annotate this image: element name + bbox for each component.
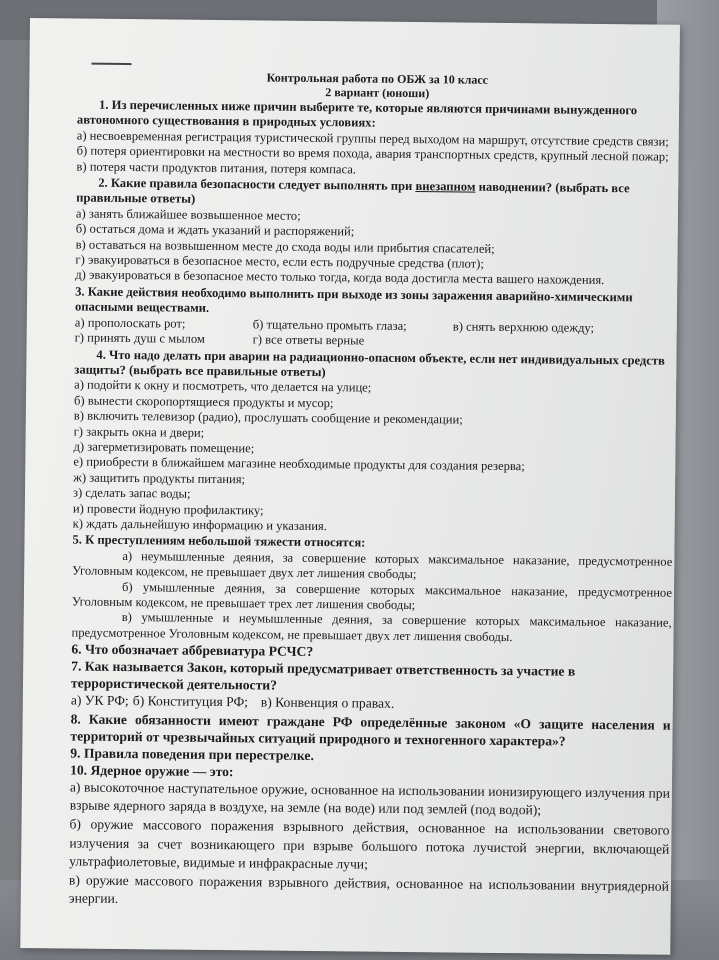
q5-option-a: а) неумышленные деяния, за совершение которых максимальное наказание, предусмотренное Уголовным кодексом, не превышает двух лет лишения свободы; <box>72 548 673 582</box>
q3-option-c: в) снять верхнюю одежду; <box>452 319 595 335</box>
question-2-underlined: внезапном <box>415 179 476 194</box>
question-4: 4. Что надо делать при аварии на радиационно-опасном объекте, если нет индивидуальных средств защиты? (выбрать все правильные ответы) <box>74 347 665 380</box>
q7-option-b: б) Конституция РФ; <box>132 693 249 710</box>
q3-option-e: г) все ответы верные <box>252 332 365 348</box>
q2-option-d: г) эвакуироваться в безопасное место, если есть подручные средства (плот); <box>75 252 484 271</box>
question-6: 6. Что обозначает аббревиатура РСЧС? <box>71 641 314 660</box>
q2-option-a: а) занять ближайшее возвышенное место; <box>75 206 301 223</box>
q10-option-c: в) оружие массового поражения взрывного действия, основанное на использовании внутриядерной энергии. <box>68 872 670 907</box>
q4-option-g: ж) защитить продукты питания; <box>73 470 246 487</box>
q4-option-k: к) ждать дальнейшую информацию и указания. <box>72 516 328 534</box>
q3-option-d: г) принять душ с мылом <box>74 330 205 346</box>
q7-option-a: а) УК РФ; <box>70 692 129 709</box>
q3-option-a: а) прополоскать рот; <box>74 315 186 331</box>
question-8: 8. Какие обязанности имеют граждане РФ определённые законом «О защите населения и территорий от чрезвычайных ситуаций природного и техногенного характера»? <box>70 711 671 749</box>
question-5: 5. К преступлениям небольшой тяжести относятся: <box>72 532 366 550</box>
q5-option-c: в) умышленные и неумышленные деяния, за совершение которых максимальное наказание, предусмотренное Уголовным кодексом, не превышает двух лет лишения свободы. <box>71 610 672 644</box>
page-title: Контрольная работа по ОБЖ за 10 класс <box>266 70 489 87</box>
q5-option-b: б) умышленные деяния, за совершение которых максимальное наказание, предусмотренное Уголовным кодексом, не превышает трех лет лишения свободы; <box>71 579 673 613</box>
test-content <box>69 68 678 914</box>
q2-option-b: б) остаться дома и ждать указаний и распоряжений; <box>75 221 355 239</box>
pen-mark <box>92 63 132 65</box>
q10-option-a: а) высокоточное наступательное оружие, основанное на использовании ионизирующего излучения при взрыве ядерного заряда в воздухе, на земле (на воде) или под землей (под водой); <box>69 779 670 818</box>
question-9: 9. Правила поведения при перестрелке. <box>70 745 314 763</box>
q1-option-b: б) потеря ориентировки на местности во время похода, авария транспортных средств, крупный лесной пожар; <box>76 143 669 164</box>
q1-option-c: в) потеря части продуктов питания, потеря компаса. <box>76 159 357 177</box>
q1-option-a: а) несвоевременная регистрация туристической группы перед выходом на маршрут, отсутствие средств связи; <box>76 128 669 149</box>
q2-option-e: д) эвакуироваться в безопасное место только тогда, когда вода достигла места вашего нахождения. <box>75 267 605 288</box>
q4-option-c: в) включить телевизор (радио), прослушать сообщение и рекомендации; <box>73 408 463 427</box>
q3-option-b: б) тщательно промыть глаза; <box>252 317 407 333</box>
question-2-part1: 2. Какие правила безопасности следует выполнять при <box>98 175 416 194</box>
question-1: 1. Из перечисленных ниже причин выберите те, которые являются причинами вынужденного автономного существования в природных условиях: <box>76 97 638 131</box>
q4-option-i: и) провести йодную профилактику; <box>72 501 264 518</box>
question-7: 7. Как называется Закон, который предусматривает ответственность за участие в террористической деятельности? <box>70 658 576 693</box>
q4-option-b: б) вынести скоропортящиеся продукты и мусор; <box>73 393 334 410</box>
q4-option-d: г) закрыть окна и двери; <box>73 424 205 440</box>
q10-option-b: б) оружие массового поражения взрывного действия, основанное на использовании светового излучения за счет возникающего при взрыве большого потока лучистой энергии, включающей ультрафиолетовые, видимые и инфракрасные лучи; <box>69 816 670 872</box>
q7-option-c: в) Конвенция о правах. <box>260 694 395 712</box>
question-3: 3. Какие действия необходимо выполнить при выходе из зоны заражения аварийно-химическими опасными веществами. <box>74 284 633 316</box>
question-2-part2: наводнении? (выбрать все правильные ответы) <box>76 179 630 207</box>
q2-option-c: в) оставаться на возвышенном месте до схода воды или прибытия спасателей; <box>75 237 495 256</box>
q4-option-a: а) подойти к окну и посмотреть, что делается на улице; <box>74 377 372 395</box>
q4-option-e: д) загерметизировать помещение; <box>73 439 255 456</box>
question-10: 10. Ядерное оружие — это: <box>70 762 234 779</box>
paper-sheet <box>20 18 680 955</box>
q4-option-f: е) приобрести в ближайшем магазине необходимые продукты для создания резерва; <box>73 454 525 474</box>
variant-subtitle: 2 вариант (юноши) <box>325 85 430 101</box>
q4-option-h: з) сделать запас воды; <box>72 485 191 501</box>
